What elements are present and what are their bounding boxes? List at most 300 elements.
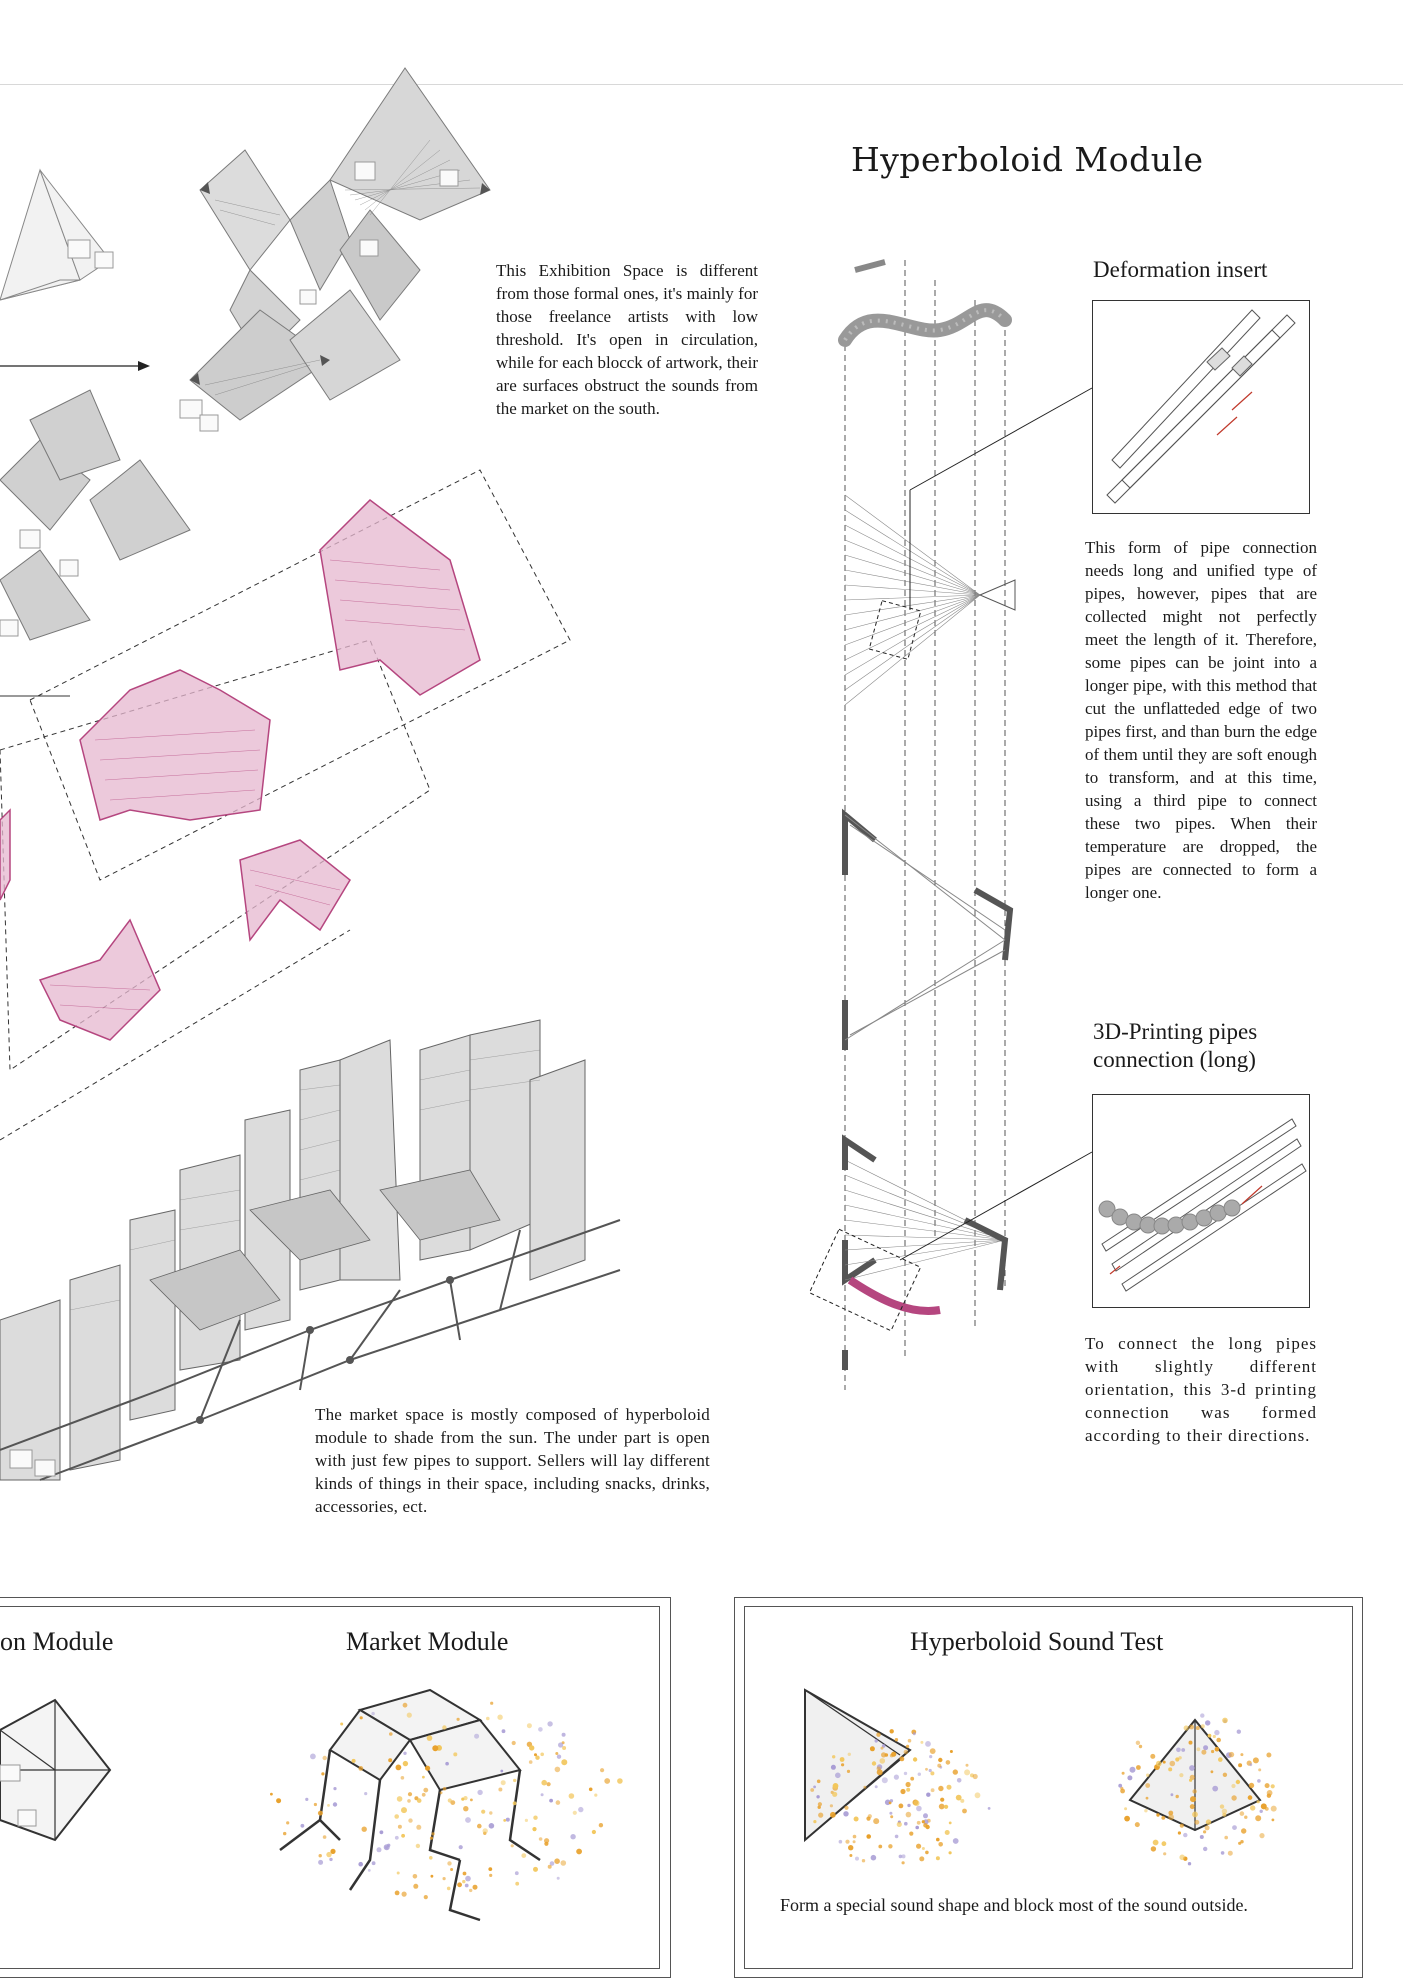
sound-dot [562, 1733, 566, 1737]
sound-dot [1168, 1811, 1173, 1816]
sound-dot [457, 1718, 460, 1721]
sound-dot [463, 1872, 467, 1876]
sound-dot [465, 1817, 471, 1823]
sound-dot [558, 1742, 563, 1747]
sound-dot [855, 1857, 859, 1861]
sound-dot [1136, 1741, 1140, 1745]
sound-dot [534, 1753, 537, 1756]
sound-dot [1249, 1763, 1252, 1766]
sound-dot [401, 1834, 405, 1838]
sound-dot [871, 1855, 877, 1861]
sound-dot [832, 1755, 835, 1758]
sound-dot [949, 1822, 952, 1825]
sound-dot [310, 1754, 316, 1760]
sound-dot [925, 1768, 928, 1771]
sound-dot [529, 1760, 533, 1764]
sound-dot [501, 1780, 506, 1785]
sound-dot [486, 1717, 490, 1721]
sound-dot [1205, 1825, 1210, 1830]
sound-dot [1271, 1806, 1277, 1812]
sound-dot [1237, 1730, 1241, 1734]
sound-dot [578, 1807, 583, 1812]
sound-dot [333, 1802, 337, 1806]
sound-dot [853, 1835, 857, 1839]
sound-dot [569, 1793, 575, 1799]
sound-dot [500, 1770, 503, 1773]
sound-dot [810, 1788, 814, 1792]
sound-dot [953, 1838, 959, 1844]
sound-dot [515, 1882, 519, 1886]
sound-dot [362, 1827, 367, 1832]
sound-dot [1136, 1765, 1141, 1770]
market-module-drawing [240, 1690, 660, 1930]
sound-dot [547, 1782, 551, 1786]
sound-dot [1257, 1779, 1261, 1783]
sound-dot [902, 1854, 906, 1858]
sound-dot [360, 1716, 363, 1719]
sound-dot [1206, 1819, 1211, 1824]
sound-dot [831, 1765, 836, 1770]
sound-dot [895, 1738, 898, 1741]
sound-dot [832, 1792, 837, 1797]
sound-dot [453, 1752, 457, 1756]
sound-dot [1130, 1767, 1136, 1773]
sound-dot [1260, 1810, 1263, 1813]
sound-dot [1266, 1753, 1271, 1758]
sound-dot [402, 1892, 407, 1897]
sound-dot [1150, 1754, 1155, 1759]
sound-dot [1257, 1800, 1260, 1803]
sound-dot [875, 1785, 878, 1788]
sound-dot [372, 1861, 376, 1865]
sound-dot [847, 1770, 850, 1773]
sound-dot [424, 1895, 428, 1899]
sound-dot [870, 1746, 875, 1751]
sound-dot [323, 1835, 327, 1839]
sound-test-caption: Form a special sound shape and block most of the sound outside. [780, 1895, 1248, 1915]
sound-dot [843, 1811, 848, 1816]
sound-dot [489, 1823, 495, 1829]
sound-dot [408, 1792, 412, 1796]
sound-dot [877, 1767, 881, 1771]
sound-dot [1222, 1718, 1228, 1724]
sound-dot [938, 1758, 942, 1762]
exhibition-module-drawing [0, 1700, 130, 1880]
sound-dot [525, 1819, 528, 1822]
sound-dot [1189, 1765, 1195, 1771]
deformation-insert-label: Deformation insert [1093, 257, 1268, 282]
sound-dot [323, 1756, 327, 1760]
sound-dot [872, 1761, 876, 1765]
sound-dot [910, 1777, 914, 1781]
sound-dot [1176, 1795, 1179, 1798]
sound-dot [900, 1757, 905, 1762]
sound-dot [533, 1816, 537, 1820]
sound-dot [1189, 1741, 1193, 1745]
sound-dot [845, 1840, 849, 1844]
sound-dot [398, 1825, 402, 1829]
sound-dot [1179, 1855, 1185, 1861]
sound-dot [1197, 1747, 1201, 1751]
sound-dot [897, 1822, 902, 1827]
sound-dot [945, 1830, 950, 1835]
sound-dot [465, 1884, 469, 1888]
sound-dot [844, 1806, 848, 1810]
sound-dot [443, 1877, 446, 1880]
sound-dot [937, 1764, 941, 1768]
sound-dot [352, 1759, 356, 1763]
sound-dot [450, 1868, 453, 1871]
sound-dot [397, 1872, 400, 1875]
sound-dot [1232, 1825, 1237, 1830]
sound-dot [1259, 1833, 1264, 1838]
sound-dot [457, 1882, 462, 1887]
sound-dot [1139, 1745, 1142, 1748]
sound-dot [503, 1819, 506, 1822]
sound-dot [1127, 1775, 1132, 1780]
sound-dot [600, 1768, 604, 1772]
sound-dot [878, 1845, 882, 1849]
sound-dot [403, 1761, 408, 1766]
sound-dot [936, 1856, 940, 1860]
sound-dot [533, 1867, 538, 1872]
sound-dot [939, 1804, 945, 1810]
sound-dot [929, 1769, 932, 1772]
sound-dot [358, 1862, 363, 1867]
sound-dot [1213, 1735, 1216, 1738]
sound-dot [333, 1787, 336, 1790]
sound-dot [573, 1811, 577, 1815]
sound-dot [515, 1871, 519, 1875]
sound-dot [599, 1823, 603, 1827]
sound-dot [422, 1776, 425, 1779]
sound-dot [830, 1804, 833, 1807]
sound-dot [853, 1840, 856, 1843]
sound-dot [529, 1745, 534, 1750]
sound-dot [540, 1753, 544, 1757]
sound-dot [913, 1732, 916, 1735]
sound-dot [922, 1847, 925, 1850]
sound-dot [906, 1745, 909, 1748]
sound-dot [956, 1795, 962, 1801]
sound-dot [1180, 1824, 1184, 1828]
sound-dot [900, 1789, 905, 1794]
sound-dot [1240, 1811, 1245, 1816]
hyperboloid-exploded-diagram [830, 240, 1070, 1410]
sound-dot [1211, 1770, 1214, 1773]
sound-dot [489, 1874, 492, 1877]
sound-dot [557, 1877, 560, 1880]
sound-dot [617, 1778, 623, 1784]
sound-dot [427, 1735, 433, 1741]
sound-dot [1203, 1847, 1207, 1851]
sound-dot [1267, 1794, 1271, 1798]
sound-dot [988, 1807, 991, 1810]
sound-dot [432, 1745, 438, 1751]
sound-dot [1118, 1784, 1122, 1788]
sound-dot [417, 1798, 422, 1803]
sound-dot [388, 1758, 392, 1762]
sound-dot [953, 1769, 958, 1774]
sound-dot [1192, 1789, 1196, 1793]
sound-test-title: Hyperboloid Sound Test [910, 1627, 1164, 1656]
sound-dot [930, 1771, 934, 1775]
sound-dot [318, 1860, 323, 1865]
sound-dot [562, 1746, 566, 1750]
sound-dot [1253, 1757, 1259, 1763]
sound-dot [816, 1795, 819, 1798]
sound-dot [1145, 1783, 1150, 1788]
sound-dot [321, 1772, 324, 1775]
sound-dot [862, 1859, 865, 1862]
sound-dot [384, 1844, 390, 1850]
sound-dot [1124, 1816, 1130, 1822]
sound-dot [403, 1752, 406, 1755]
sound-dot [556, 1800, 561, 1805]
sound-dot [876, 1733, 880, 1737]
sound-dot [1236, 1780, 1240, 1784]
sound-dot [1188, 1862, 1191, 1865]
sound-dot [930, 1748, 936, 1754]
sound-dot [849, 1854, 852, 1857]
sound-dot [1223, 1773, 1227, 1777]
sound-dot [880, 1758, 886, 1764]
sound-dot [904, 1772, 907, 1775]
sound-dot [1183, 1833, 1187, 1837]
sound-dot [1153, 1840, 1159, 1846]
sound-dot [547, 1721, 552, 1726]
sound-dot [1122, 1772, 1125, 1775]
sound-dot [923, 1823, 927, 1827]
sound-dot [440, 1791, 443, 1794]
sound-dot [301, 1824, 305, 1828]
sound-dot [835, 1773, 841, 1779]
sound-dot [377, 1847, 382, 1852]
sound-dot [1216, 1738, 1221, 1743]
sound-dot [1195, 1820, 1200, 1825]
printing-connection-label-line2: connection (long) [1093, 1047, 1256, 1072]
sound-dot [1272, 1819, 1275, 1822]
sound-dot [1222, 1809, 1227, 1814]
sound-dot [944, 1805, 948, 1809]
sound-dot [1124, 1807, 1127, 1810]
sound-dot [940, 1798, 944, 1802]
sound-dot [1201, 1750, 1206, 1755]
sound-dot [1176, 1748, 1181, 1753]
deformation-insert-detail [1092, 300, 1310, 514]
sound-dot [513, 1801, 517, 1805]
sound-dot [445, 1762, 449, 1766]
sound-dot [1231, 1795, 1236, 1800]
sound-dot [396, 1765, 402, 1771]
sound-dot [541, 1793, 544, 1796]
sound-dot [1215, 1747, 1220, 1752]
sound-dot [513, 1779, 516, 1782]
sound-dot [490, 1702, 493, 1705]
sound-dot [949, 1851, 952, 1854]
sound-dot [430, 1837, 433, 1840]
sound-dot [1156, 1813, 1159, 1816]
sound-dot [532, 1827, 536, 1831]
sound-dot [854, 1817, 859, 1822]
sound-dot [502, 1729, 506, 1733]
sound-dot [364, 1792, 367, 1795]
sound-dot [947, 1785, 952, 1790]
sound-dot [938, 1842, 943, 1847]
sound-dot [1258, 1768, 1261, 1771]
sound-dot [1265, 1807, 1269, 1811]
sound-dot [904, 1750, 908, 1754]
sound-dot [380, 1830, 384, 1834]
sound-dot [902, 1861, 905, 1864]
sound-dot [1120, 1789, 1125, 1794]
sound-dot [841, 1763, 844, 1766]
sound-dot [1240, 1753, 1243, 1756]
sound-dot [916, 1844, 921, 1849]
sound-dot [1248, 1795, 1253, 1800]
sound-dot [286, 1821, 289, 1824]
sound-dot [1211, 1750, 1214, 1753]
sound-dot [538, 1727, 543, 1732]
market-structure-drawing [0, 960, 640, 1480]
sound-dot [1184, 1725, 1189, 1730]
sound-dot [1200, 1835, 1204, 1839]
sound-dot [481, 1810, 485, 1814]
printing-connection-description: To connect the long pipes with slightly different orientation, this 3-d printing connection was formed according to their directions. [1085, 1334, 1317, 1445]
sound-dot [848, 1753, 851, 1756]
sound-dot [416, 1825, 421, 1830]
sound-dot [964, 1769, 970, 1775]
sound-dot [916, 1806, 922, 1812]
sound-dot [549, 1799, 553, 1803]
sound-dot [1265, 1783, 1270, 1788]
sound-dot [368, 1869, 371, 1872]
sound-dot [443, 1787, 447, 1791]
sound-dot [1156, 1761, 1162, 1767]
sound-dot [1203, 1745, 1208, 1750]
sound-dot [1146, 1774, 1149, 1777]
sound-dot [885, 1753, 889, 1757]
sound-dot [925, 1741, 931, 1747]
printing-connection-label [1093, 1018, 1257, 1074]
sound-dot [544, 1838, 549, 1843]
market-description: The market space is mostly composed of hyperboloid module to shade from the sun. The under part is open with just few pipes to support. Sellers will lay different kinds of things in their space, including snacks, drinks, accessories, ect. [315, 1405, 710, 1516]
sound-dot [1255, 1815, 1261, 1821]
sound-dot [407, 1713, 412, 1718]
sound-dot [1229, 1752, 1234, 1757]
sound-dot [818, 1813, 823, 1818]
sound-dot [561, 1860, 567, 1866]
sound-dot [318, 1811, 323, 1816]
sound-dot [498, 1788, 502, 1792]
sound-dot [919, 1856, 924, 1861]
sound-dot [474, 1734, 479, 1739]
sound-dot [914, 1800, 920, 1806]
sound-dot [906, 1812, 912, 1818]
sound-dot [326, 1852, 331, 1857]
sound-dot [442, 1725, 446, 1729]
sound-dot [891, 1752, 896, 1757]
sound-dot [890, 1815, 893, 1818]
sound-dot [1228, 1851, 1233, 1856]
sound-dot [830, 1812, 836, 1818]
sound-dot [358, 1766, 363, 1771]
sound-dot [904, 1822, 908, 1826]
sound-dot [541, 1780, 547, 1786]
sound-dot [340, 1723, 343, 1726]
sound-dot [459, 1845, 463, 1849]
sound-dot [1179, 1773, 1183, 1777]
sound-dot [839, 1840, 843, 1844]
sound-dot [899, 1804, 904, 1809]
sound-dot [1200, 1713, 1204, 1717]
hyperboloid-module-title: Hyperboloid Module [851, 140, 1204, 179]
sound-dot [1170, 1761, 1176, 1767]
sound-dot [555, 1752, 558, 1755]
sound-dot [554, 1858, 560, 1864]
sound-dot [416, 1844, 420, 1848]
sound-dot [875, 1739, 878, 1742]
sound-dot [1221, 1851, 1225, 1855]
sound-dot [1189, 1725, 1194, 1730]
sound-dot [395, 1891, 400, 1896]
sound-dot [561, 1759, 567, 1765]
sound-dot [889, 1802, 892, 1805]
sound-dot [907, 1804, 910, 1807]
sound-dot [394, 1814, 399, 1819]
sound-dot [1144, 1809, 1147, 1812]
sound-dot [1212, 1786, 1218, 1792]
sound-dot [848, 1845, 853, 1850]
sound-dot [1190, 1804, 1195, 1809]
sound-dot [863, 1786, 866, 1789]
sound-dot [570, 1834, 575, 1839]
sound-dot [483, 1828, 488, 1833]
sound-dot [1214, 1730, 1219, 1735]
sound-dot [873, 1818, 879, 1824]
deformation-description: This form of pipe connection needs long and unified type of pipes, however, pipes that are collected might not perfectly meet the length of it. Therefore, some pipes can be joint into a longer pipe, with this method that cut the unflatteded edge of two pipes first, and than burn the edge of them until they are soft enough to transform, and at this time, using a third pipe to connect these two pipes. When their temperature are dropped, the pipes are connected to form a longer one. [1085, 538, 1317, 902]
sound-dot [1241, 1828, 1246, 1833]
sound-dot [527, 1723, 532, 1728]
sound-dot [1178, 1756, 1181, 1759]
sound-dot [470, 1799, 473, 1802]
sound-dot [923, 1813, 928, 1818]
sound-dot [431, 1875, 434, 1878]
sound-dot [1238, 1763, 1242, 1767]
printing-connection-detail [1092, 1094, 1310, 1308]
sound-dot [327, 1804, 330, 1807]
sound-dot [888, 1844, 892, 1848]
sound-dot [1196, 1726, 1200, 1730]
sound-dot [497, 1715, 502, 1720]
sound-dot [423, 1788, 428, 1793]
sound-dot [488, 1867, 492, 1871]
sound-dot [447, 1887, 451, 1891]
sound-dot [840, 1757, 845, 1762]
sound-dot [1168, 1767, 1172, 1771]
sound-dot [950, 1750, 953, 1753]
sound-dot [881, 1747, 884, 1750]
market-module-title: Market Module [346, 1627, 509, 1656]
sound-dot [1220, 1804, 1224, 1808]
sound-dot [413, 1874, 418, 1879]
sound-dot [463, 1806, 468, 1811]
sound-dot [918, 1773, 921, 1776]
sound-dot [962, 1809, 967, 1814]
sound-dot [1189, 1779, 1192, 1782]
sound-dot [894, 1775, 899, 1780]
sound-dot [506, 1818, 510, 1822]
